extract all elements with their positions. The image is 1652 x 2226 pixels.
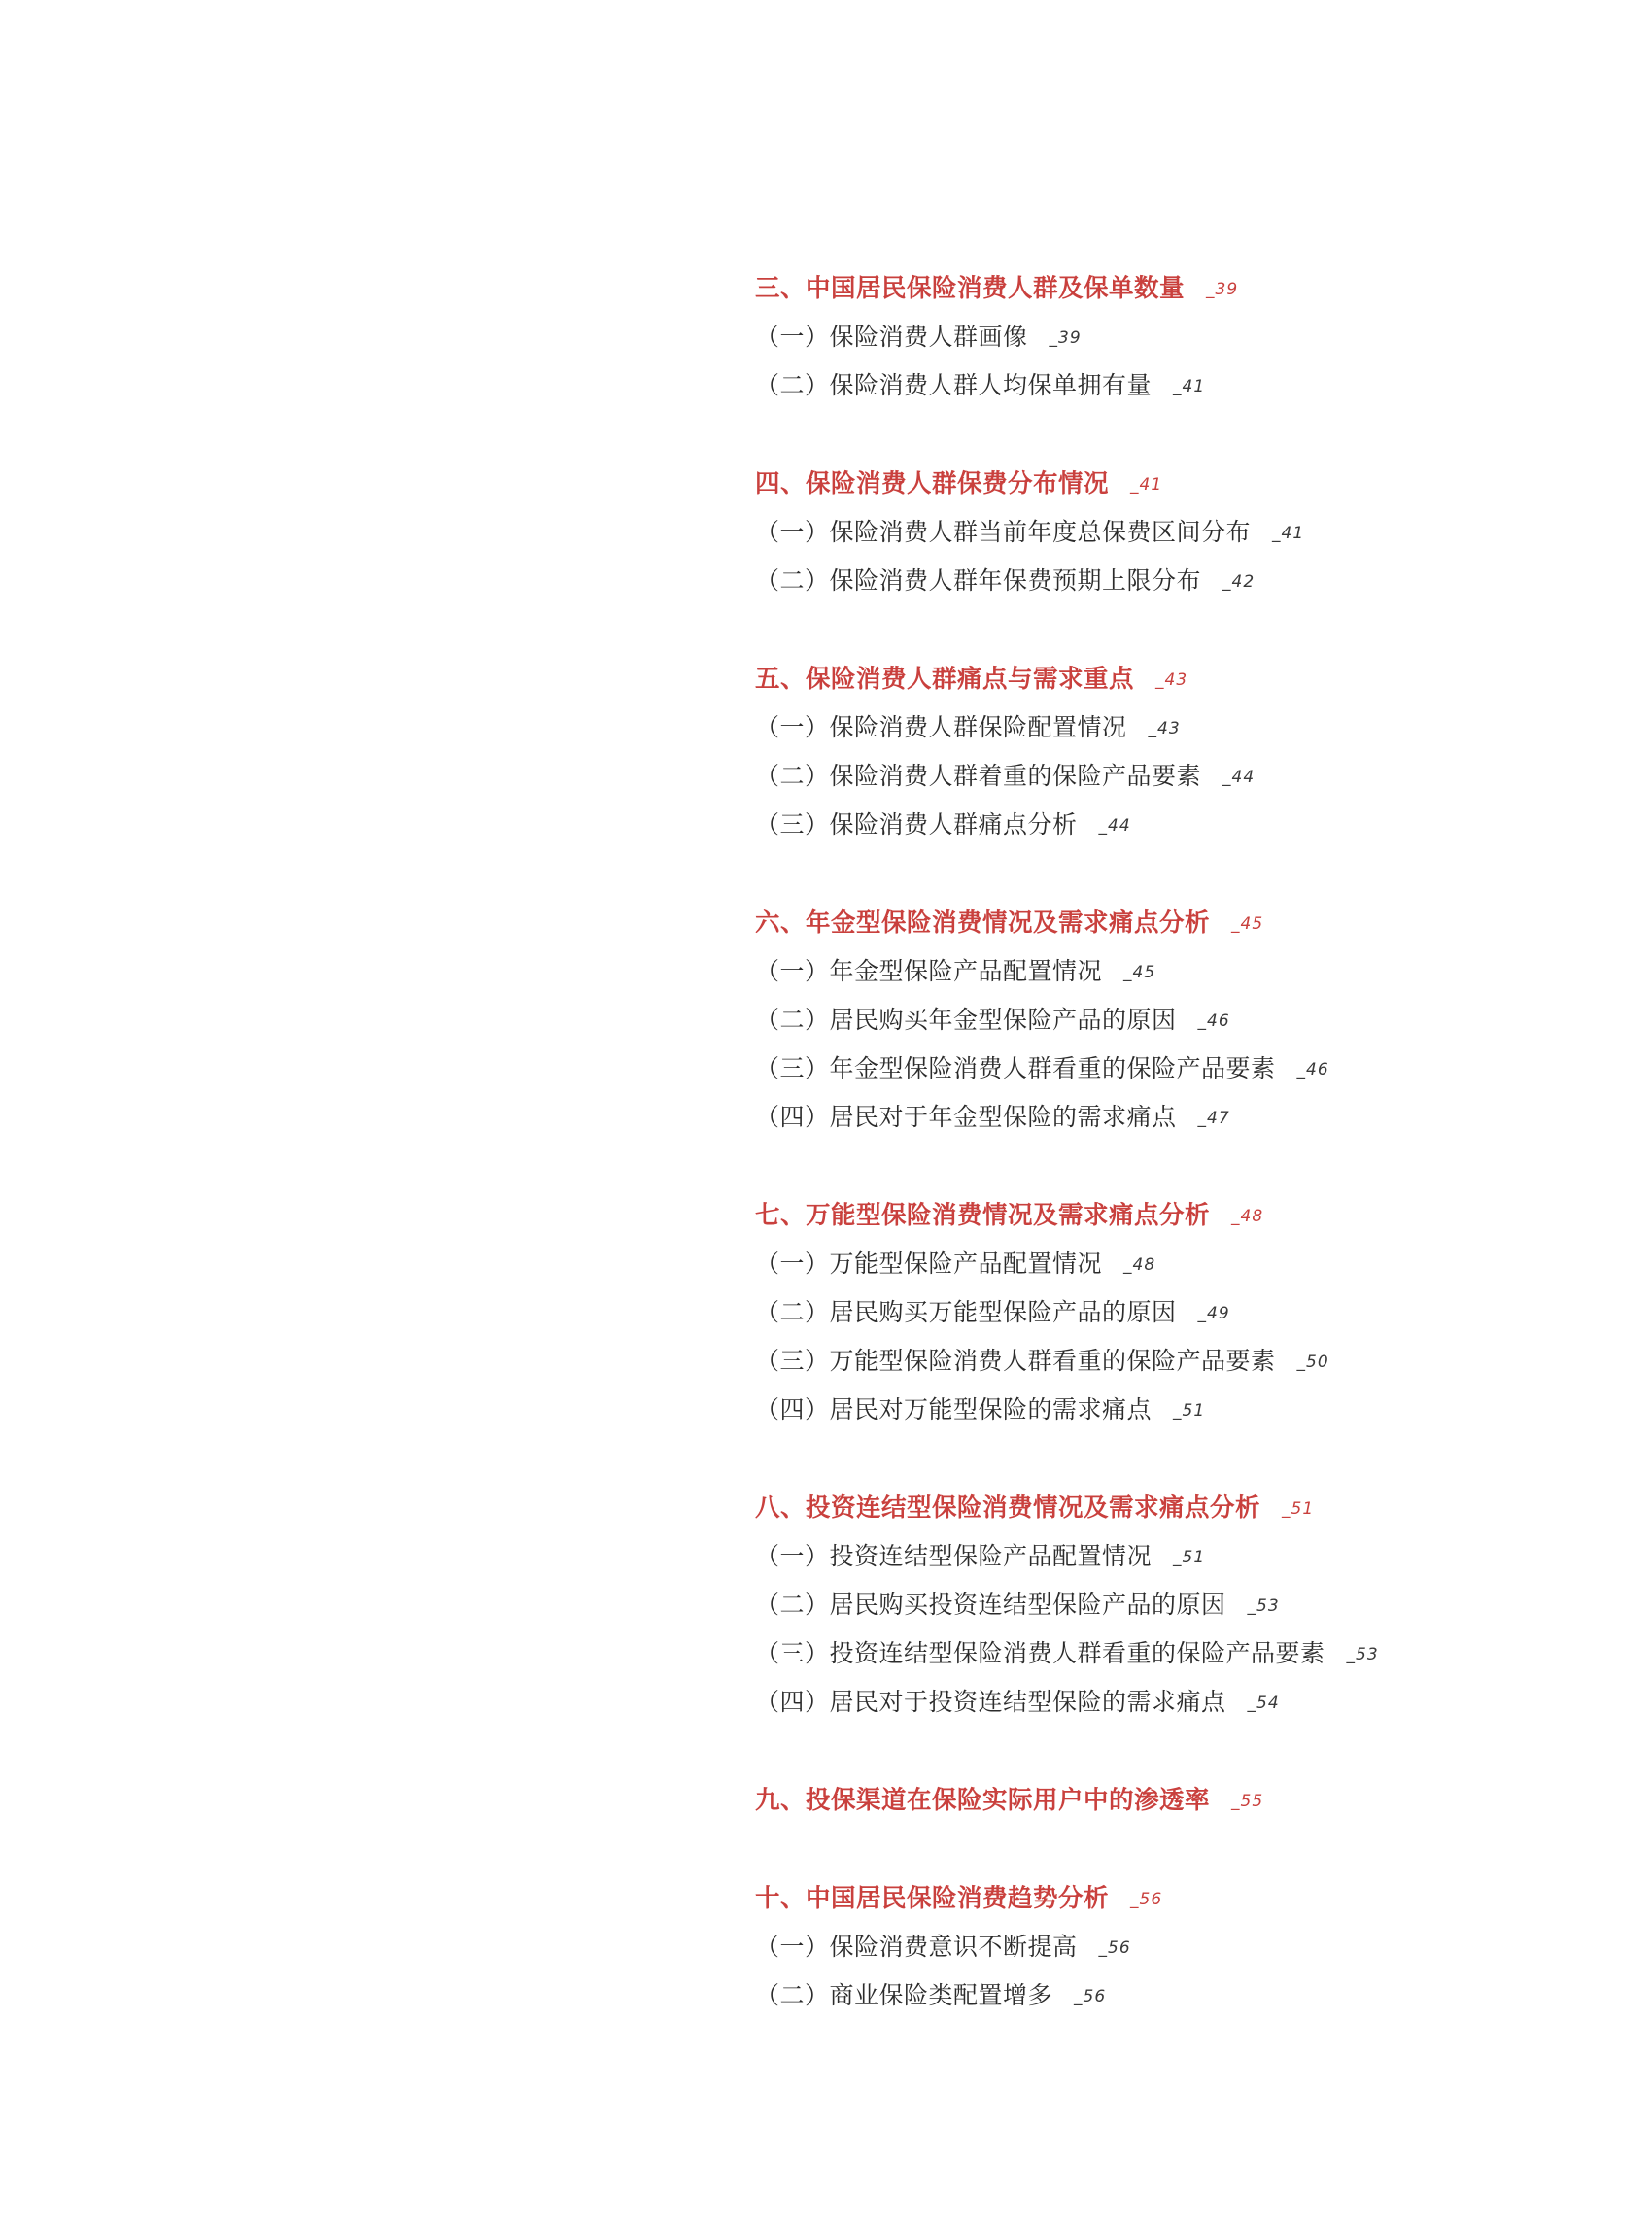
toc-item-label: （一）保险消费人群画像 — [755, 323, 1028, 351]
toc-item-label: （一）投资连结型保险产品配置情况 — [755, 1542, 1153, 1570]
toc-item[interactable] — [755, 1629, 1610, 1678]
toc-section-heading[interactable] — [755, 1776, 1610, 1825]
toc-item-label: （二）居民购买投资连结型保险产品的原因 — [755, 1591, 1226, 1619]
toc-item-label: （二）保险消费人群着重的保险产品要素 — [755, 762, 1202, 790]
toc-item[interactable] — [755, 1581, 1610, 1629]
toc-page-number: _48 — [1231, 1207, 1264, 1226]
toc-section-heading[interactable] — [755, 460, 1610, 508]
toc-page-number: _42 — [1222, 572, 1256, 592]
toc-section — [755, 1484, 1610, 1727]
toc-item[interactable] — [755, 1971, 1610, 2020]
toc-heading-label: 十、中国居民保险消费趋势分析 — [755, 1884, 1110, 1913]
toc-item-label: （二）保险消费人群人均保单拥有量 — [755, 371, 1153, 399]
toc-section-heading[interactable] — [755, 899, 1610, 947]
toc-item-label: （一）万能型保险产品配置情况 — [755, 1250, 1103, 1278]
toc-item[interactable] — [755, 557, 1610, 605]
toc-section — [755, 1874, 1610, 2020]
toc-section — [755, 1191, 1610, 1434]
toc-page-number: _41 — [1130, 475, 1163, 495]
toc-item[interactable] — [755, 1386, 1610, 1434]
toc-section — [755, 460, 1610, 605]
toc-page-number: _39 — [1049, 328, 1082, 348]
toc-page-number: _41 — [1173, 377, 1206, 396]
toc-page-number: _50 — [1296, 1353, 1329, 1372]
toc-page-number: _49 — [1197, 1304, 1230, 1323]
toc-item-label: （二）居民购买年金型保险产品的原因 — [755, 1006, 1177, 1034]
toc-section-heading[interactable] — [755, 1484, 1610, 1532]
toc-item[interactable] — [755, 508, 1610, 557]
toc-item-label: （一）年金型保险产品配置情况 — [755, 957, 1103, 985]
toc-heading-label: 五、保险消费人群痛点与需求重点 — [755, 665, 1135, 694]
toc-page-number: _56 — [1098, 1938, 1131, 1958]
toc-page-number: _41 — [1272, 524, 1305, 543]
table-of-contents — [755, 264, 1610, 2070]
toc-page-number: _44 — [1222, 768, 1256, 787]
toc-item-label: （一）保险消费人群保险配置情况 — [755, 713, 1127, 741]
toc-page-number: _56 — [1130, 1890, 1163, 1909]
toc-item[interactable] — [755, 1923, 1610, 1971]
toc-page-number: _45 — [1123, 963, 1156, 982]
toc-item-label: （三）保险消费人群痛点分析 — [755, 810, 1078, 839]
toc-item[interactable] — [755, 1045, 1610, 1093]
toc-page-number: _44 — [1098, 816, 1131, 836]
toc-page-number: _47 — [1197, 1109, 1230, 1128]
toc-item-label: （四）居民对于投资连结型保险的需求痛点 — [755, 1688, 1226, 1716]
toc-item[interactable] — [755, 1337, 1610, 1386]
toc-heading-label: 八、投资连结型保险消费情况及需求痛点分析 — [755, 1493, 1261, 1523]
toc-item-label: （二）商业保险类配置增多 — [755, 1981, 1053, 2009]
toc-heading-label: 六、年金型保险消费情况及需求痛点分析 — [755, 908, 1211, 938]
toc-item-label: （三）投资连结型保险消费人群看重的保险产品要素 — [755, 1639, 1325, 1667]
toc-page-number: _43 — [1148, 719, 1181, 738]
toc-page-number: _56 — [1074, 1987, 1107, 2006]
toc-heading-label: 七、万能型保险消费情况及需求痛点分析 — [755, 1201, 1211, 1230]
toc-section-heading[interactable] — [755, 655, 1610, 703]
toc-page-number: _51 — [1173, 1548, 1206, 1567]
toc-item-label: （二）居民购买万能型保险产品的原因 — [755, 1298, 1177, 1326]
toc-item[interactable] — [755, 1093, 1610, 1142]
toc-page-number: _54 — [1247, 1694, 1280, 1713]
toc-section-heading[interactable] — [755, 1874, 1610, 1923]
toc-item[interactable] — [755, 996, 1610, 1045]
toc-item-label: （一）保险消费人群当前年度总保费区间分布 — [755, 518, 1252, 546]
toc-page-number: _43 — [1155, 670, 1188, 690]
toc-page-number: _55 — [1231, 1792, 1264, 1811]
toc-item[interactable] — [755, 1678, 1610, 1727]
toc-item-label: （三）年金型保险消费人群看重的保险产品要素 — [755, 1054, 1276, 1082]
toc-section-heading[interactable] — [755, 1191, 1610, 1240]
toc-item[interactable] — [755, 947, 1610, 996]
toc-page-number: _51 — [1173, 1401, 1206, 1421]
toc-item[interactable] — [755, 752, 1610, 801]
toc-item-label: （三）万能型保险消费人群看重的保险产品要素 — [755, 1347, 1276, 1375]
toc-item-label: （一）保险消费意识不断提高 — [755, 1933, 1078, 1961]
toc-page-number: _48 — [1123, 1255, 1156, 1275]
toc-page-number: _45 — [1231, 914, 1264, 934]
toc-section — [755, 655, 1610, 849]
toc-item[interactable] — [755, 313, 1610, 361]
toc-item[interactable] — [755, 1288, 1610, 1337]
toc-page-number: _53 — [1346, 1645, 1379, 1664]
toc-item-label: （二）保险消费人群年保费预期上限分布 — [755, 566, 1202, 595]
toc-heading-label: 三、中国居民保险消费人群及保单数量 — [755, 274, 1186, 303]
toc-item[interactable] — [755, 801, 1610, 849]
toc-item-label: （四）居民对于年金型保险的需求痛点 — [755, 1103, 1177, 1131]
toc-item-label: （四）居民对万能型保险的需求痛点 — [755, 1395, 1153, 1423]
toc-item[interactable] — [755, 361, 1610, 410]
toc-heading-label: 九、投保渠道在保险实际用户中的渗透率 — [755, 1786, 1211, 1815]
toc-page-number: _46 — [1296, 1060, 1329, 1079]
toc-item[interactable] — [755, 1532, 1610, 1581]
toc-section-heading[interactable] — [755, 264, 1610, 313]
toc-page-number: _39 — [1206, 280, 1239, 299]
toc-section — [755, 899, 1610, 1142]
toc-item[interactable] — [755, 703, 1610, 752]
toc-item[interactable] — [755, 1240, 1610, 1288]
toc-page-number: _51 — [1282, 1499, 1315, 1519]
toc-page-number: _53 — [1247, 1596, 1280, 1616]
toc-heading-label: 四、保险消费人群保费分布情况 — [755, 469, 1110, 498]
toc-section — [755, 264, 1610, 410]
toc-section — [755, 1776, 1610, 1825]
toc-page-number: _46 — [1197, 1011, 1230, 1031]
